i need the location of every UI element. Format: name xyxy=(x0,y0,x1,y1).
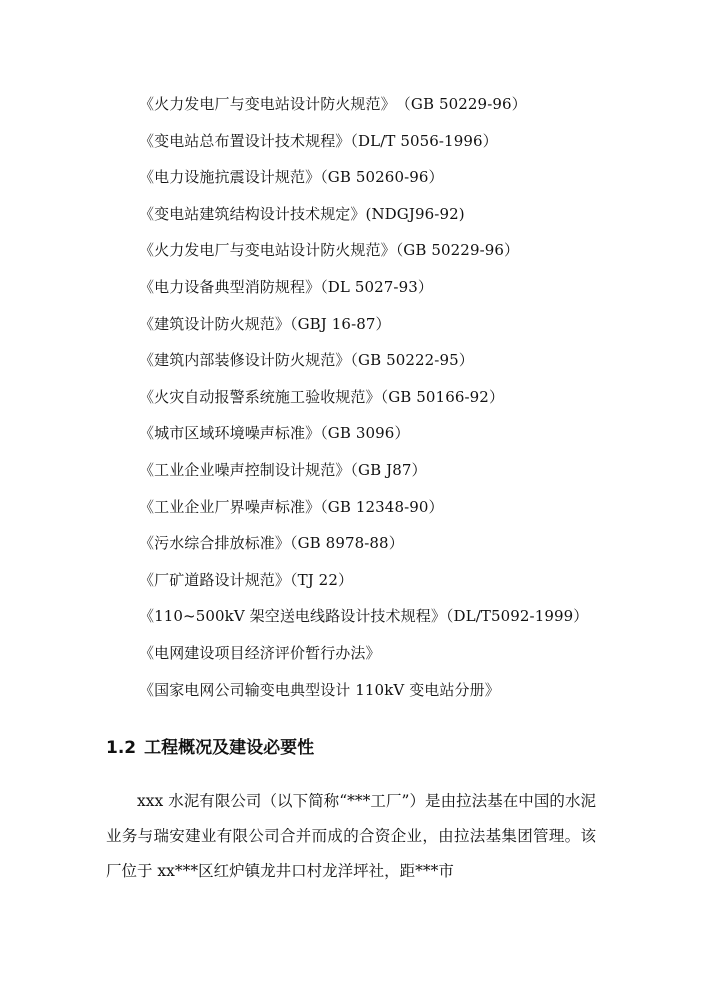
reference-item: 《工业企业厂界噪声标准》（GB 12348-90） xyxy=(139,497,444,516)
reference-item: 《厂矿道路设计规范》（TJ 22） xyxy=(139,570,354,589)
reference-item: 《变电站建筑结构设计技术规定》(NDGJ96-92) xyxy=(139,204,465,223)
reference-item: 《建筑内部装修设计防火规范》（GB 50222-95） xyxy=(139,351,474,370)
reference-item: 《国家电网公司输变电典型设计 110kV 变电站分册》 xyxy=(139,680,500,699)
reference-item: 《建筑设计防火规范》（GBJ 16-87） xyxy=(139,314,391,333)
reference-item: 《火灾自动报警系统施工验收规范》（GB 50166-92） xyxy=(139,387,505,406)
section-number: 1.2 xyxy=(106,738,137,758)
body-paragraph: xxx 水泥有限公司（以下简称“***工厂”）是由拉法基在中国的水泥业务与瑞安建业有限公司合并而成的合资企业，由拉法基集团管理。该厂位于 xx***区红炉镇龙井口村龙洋坪社，距***市 xyxy=(106,792,596,880)
reference-item: 《工业企业噪声控制设计规范》（GB J87） xyxy=(139,460,427,479)
section-title: 工程概况及建设必要性 xyxy=(144,738,315,758)
reference-item: 《火力发电厂与变电站设计防火规范》（GB 50229-96） xyxy=(139,241,520,260)
reference-item: 《火力发电厂与变电站设计防火规范》 （GB 50229-96） xyxy=(139,95,527,113)
reference-item: 《110~500kV 架空送电线路设计技术规程》（DL/T5092-1999） xyxy=(139,607,589,626)
reference-item: 《城市区域环境噪声标准》（GB 3096） xyxy=(139,424,410,443)
section-heading xyxy=(106,733,314,758)
reference-item: 《变电站总布置设计技术规程》（DL/T 5056-1996） xyxy=(139,131,498,150)
reference-list xyxy=(139,91,588,713)
reference-item: 《电力设备典型消防规程》（DL 5027-93） xyxy=(139,277,433,296)
reference-item: 《电力设施抗震设计规范》（GB 50260-96） xyxy=(139,168,444,187)
reference-item: 《电网建设项目经济评价暂行办法》 xyxy=(139,643,381,662)
reference-item: 《污水综合排放标准》（GB 8978-88） xyxy=(139,534,404,553)
